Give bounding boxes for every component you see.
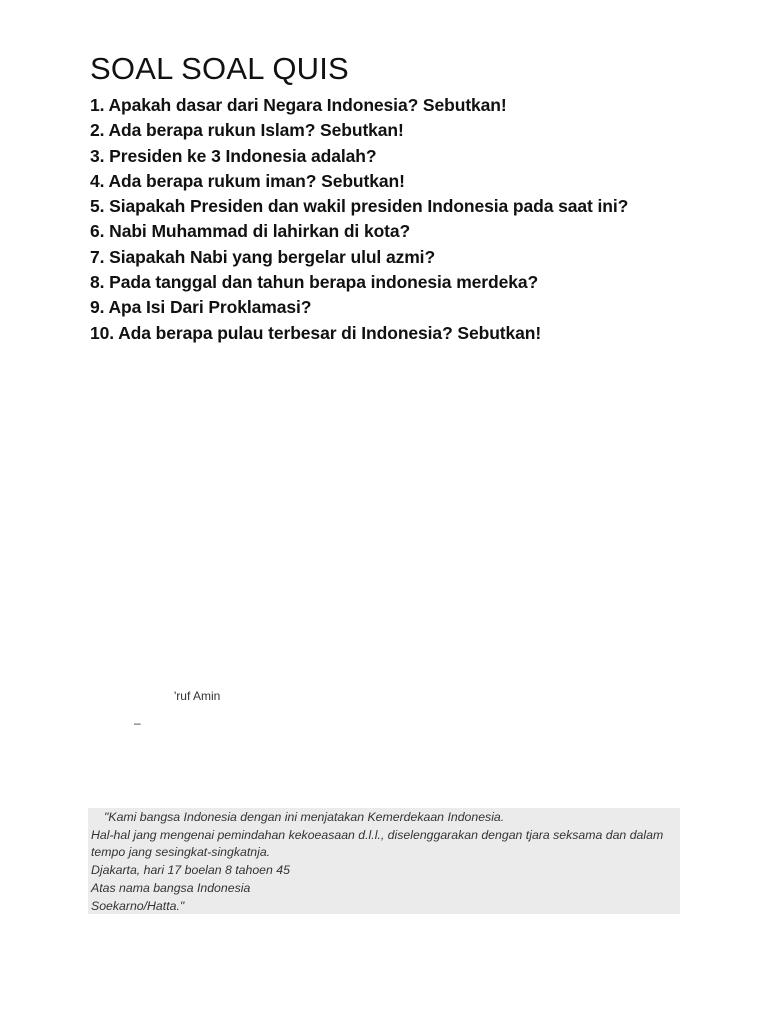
question-item: 5. Siapakah Presiden dan wakil presiden Indonesia pada saat ini? <box>90 196 629 217</box>
quote-line: Soekarno/Hatta." <box>91 898 185 913</box>
question-item: 7. Siapakah Nabi yang bergelar ulul azmi? <box>90 246 436 267</box>
question-item: 4. Ada berapa rukum iman? Sebutkan! <box>90 170 405 191</box>
question-item: 2. Ada berapa rukun Islam? Sebutkan! <box>90 120 404 141</box>
quote-line: tempo jang sesingkat-singkatnja. <box>91 845 271 860</box>
quote-line: "Kami bangsa Indonesia dengan ini menjatakan Kemerdekaan Indonesia. <box>104 810 505 824</box>
question-item: 8. Pada tanggal dan tahun berapa indonesia merdeka? <box>90 272 539 293</box>
question-item: 10. Ada berapa pulau terbesar di Indonesia? Sebutkan! <box>90 322 542 343</box>
question-item: 9. Apa Isi Dari Proklamasi? <box>90 297 312 318</box>
quiz-title: SOAL SOAL QUIS <box>90 51 349 86</box>
quote-line: Atas nama bangsa Indonesia <box>91 880 251 895</box>
proclamation-quote <box>88 808 680 914</box>
quote-line: Djakarta, hari 17 boelan 8 tahoen 45 <box>91 863 290 878</box>
question-list <box>90 93 730 346</box>
dash-fragment: – <box>134 716 141 730</box>
question-item: 3. Presiden ke 3 Indonesia adalah? <box>90 145 377 166</box>
name-fragment: 'ruf Amin <box>174 689 221 703</box>
question-item: 6. Nabi Muhammad di lahirkan di kota? <box>90 221 411 242</box>
question-item: 1. Apakah dasar dari Negara Indonesia? Sebutkan! <box>90 95 507 115</box>
quote-line: Hal-hal jang mengenai pemindahan kekoeasaan d.l.l., diselenggarakan dengan tjara seksama dan dalam <box>91 827 664 842</box>
